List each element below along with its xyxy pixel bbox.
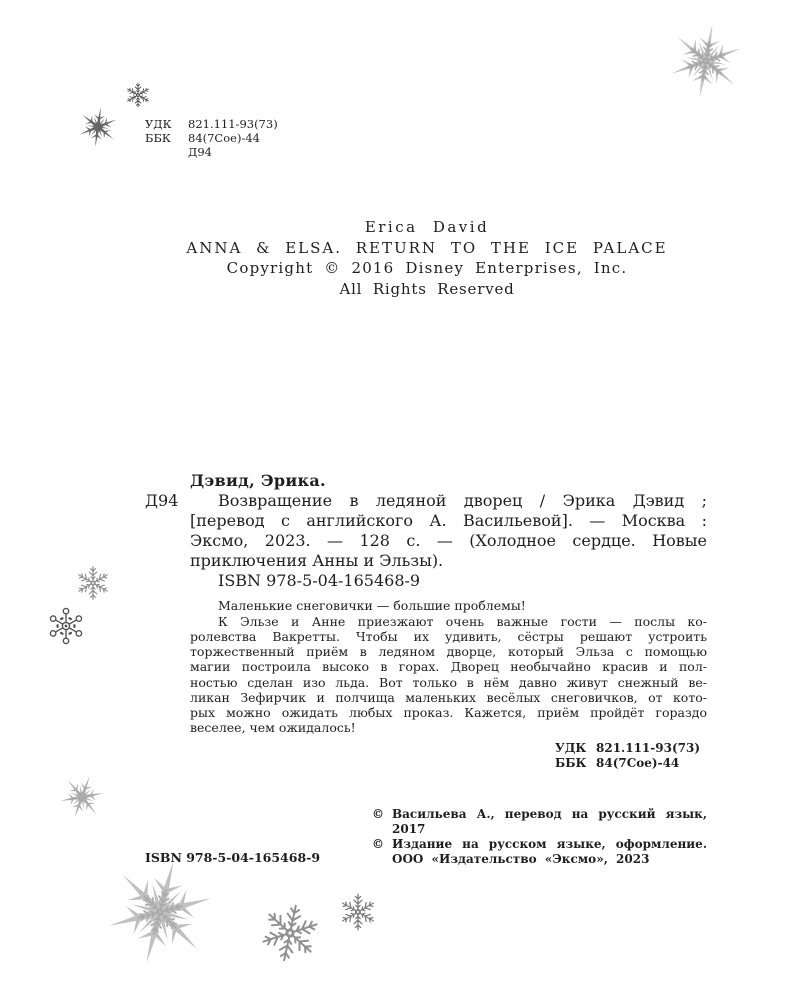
- original-author: Erica David: [364, 218, 490, 236]
- copyright-text: Васильева А., перевод на русский язык,: [392, 806, 707, 821]
- udk-label: УДК: [555, 740, 587, 755]
- snowflake-icon: [662, 18, 750, 104]
- catalog-line: [перевод с английского А. Васильевой]. — Москва :: [190, 511, 707, 530]
- rights-reserved: All Rights Reserved: [339, 279, 515, 298]
- bbk-row: [555, 756, 700, 771]
- udk-row: [145, 117, 278, 131]
- copyright-notices: [372, 807, 707, 868]
- catalog-line: Возвращение в ледяной дворец / Эрика Дэвид ;: [218, 491, 707, 510]
- original-copyright: Copyright © 2016 Disney Enterprises, Inc.: [226, 259, 628, 277]
- catalog-author-sign: Д94: [145, 491, 179, 510]
- snowflake-icon: [77, 567, 109, 600]
- snowflake-icon: [341, 894, 376, 930]
- copyright-text: 2017: [392, 821, 426, 836]
- bbk-value: 84(7Сое)-44: [596, 755, 680, 770]
- snowflake-icon: [48, 608, 83, 643]
- bbk-label: ББК: [145, 131, 171, 145]
- copyright-symbol: ©: [372, 837, 384, 852]
- snowflake-icon: [126, 83, 150, 107]
- snowflake-icon: [53, 769, 111, 826]
- annotation-line: К Эльзе и Анне приезжают очень важные гости — послы ко-: [218, 613, 707, 629]
- catalog-line: Эксмо, 2023. — 128 с. — (Холодное сердце. Новые: [190, 531, 707, 550]
- bbk-label: ББК: [555, 755, 587, 770]
- copyright-symbol: ©: [372, 806, 384, 821]
- classification-bottom: [555, 741, 700, 771]
- annotation-line: веселее, чем ожидалось!: [190, 720, 356, 736]
- snowflake-icon: [258, 900, 323, 966]
- annotation-line: торжественный приём в ледяном дворце, который Эльза с помощью: [190, 644, 707, 660]
- copyright-notice: [372, 807, 707, 822]
- annotation: [190, 598, 707, 735]
- catalog-isbn: ISBN 978-5-04-165468-9: [218, 571, 421, 590]
- original-title: ANNA & ELSA. RETURN TO THE ICE PALACE: [186, 238, 668, 257]
- bbk-row: [145, 131, 278, 145]
- isbn-bottom: ISBN 978-5-04-165468-9: [145, 849, 321, 865]
- udk-row: [555, 741, 700, 756]
- original-edition: [100, 217, 754, 299]
- annotation-line: ролевства Вакретты. Чтобы их удивить, сёстры решают устроить: [190, 628, 707, 644]
- udk-value: 821.111-93(73): [188, 117, 278, 131]
- copyright-notice: [372, 837, 707, 852]
- snowflake-icon: [75, 104, 121, 149]
- udk-label: УДК: [145, 117, 172, 131]
- annotation-tagline: Маленькие снеговички — большие проблемы!: [218, 598, 526, 614]
- snowflake-icon: [94, 847, 225, 976]
- udk-value: 821.111-93(73): [596, 740, 701, 755]
- annotation-line: ликан Зефирчик и полчища маленьких весёлых снеговичков, от кото-: [190, 689, 707, 705]
- annotation-line: ностью сделан изо льда. Вот только в нём давно живут снежный ве-: [190, 674, 707, 690]
- classification-top: [145, 117, 278, 159]
- bbk-value: 84(7Сое)-44: [188, 131, 260, 145]
- catalog-heading: Дэвид, Эрика.: [190, 471, 326, 490]
- copyright-text: Издание на русском языке, оформление.: [392, 837, 707, 852]
- annotation-line: магии построила высоко в горах. Дворец необычайно красив и пол-: [190, 659, 707, 675]
- author-sign: Д94: [188, 145, 212, 159]
- copyright-text: ООО «Издательство «Эксмо», 2023: [392, 852, 650, 867]
- annotation-line: рых можно ожидать любых проказ. Кажется, приём пройдёт гораздо: [190, 705, 707, 721]
- catalog-entry: [190, 471, 707, 591]
- catalog-line: приключения Анны и Эльзы).: [190, 551, 444, 570]
